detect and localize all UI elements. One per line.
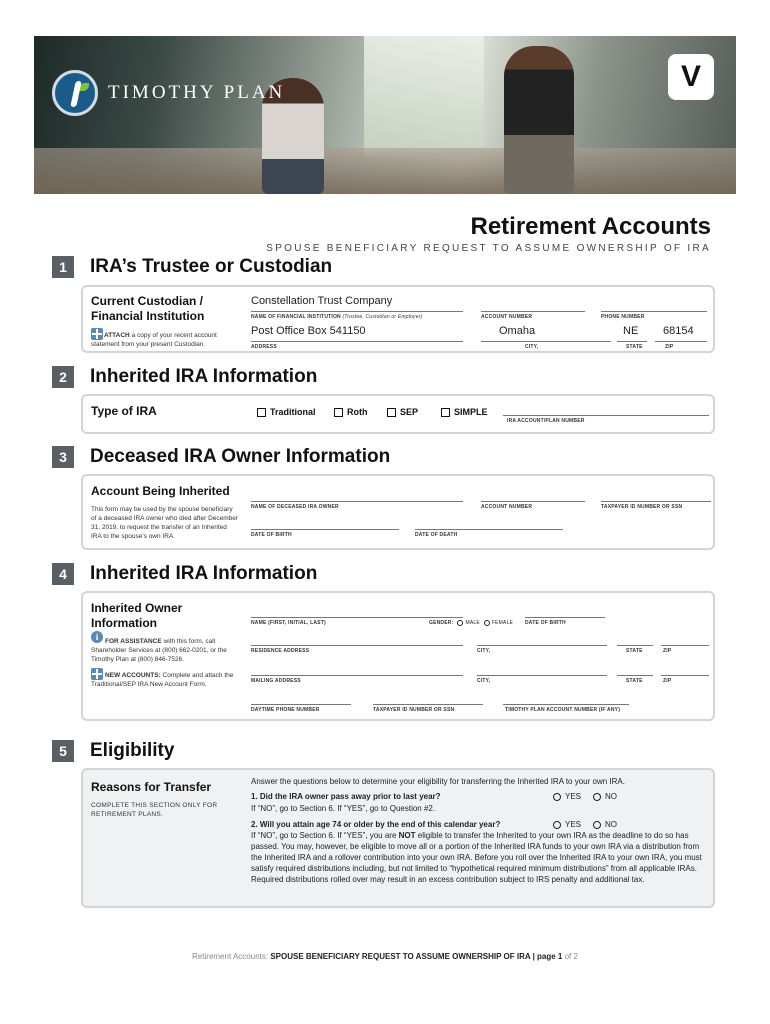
- section-4-box: [81, 591, 715, 721]
- field-line: [481, 341, 611, 342]
- mailing-state-caption: STATE: [626, 678, 643, 684]
- deceased-name-field[interactable]: [251, 501, 463, 502]
- section-number: 1: [52, 256, 74, 278]
- owner-name-field[interactable]: [251, 617, 463, 618]
- daytime-phone-caption: DAYTIME PHONE NUMBER: [251, 707, 320, 713]
- section-3-header: [52, 446, 390, 468]
- deceased-account-caption: ACCOUNT NUMBER: [481, 504, 533, 510]
- deceased-tin-field[interactable]: [601, 501, 711, 502]
- section-title: Inherited IRA Information: [90, 366, 318, 387]
- residence-city-field[interactable]: [477, 645, 607, 646]
- ira-type-label: Type of IRA: [91, 404, 157, 418]
- hero-photo-man: [504, 46, 574, 194]
- deceased-dod-caption: DATE OF DEATH: [415, 532, 458, 538]
- section-5-box: [81, 768, 715, 908]
- gender-female-radio[interactable]: FEMALE: [484, 620, 513, 626]
- section-number: 5: [52, 740, 74, 762]
- deceased-dob-field[interactable]: [251, 529, 399, 530]
- sep-checkbox[interactable]: SEP: [387, 407, 418, 417]
- deceased-name-caption: NAME OF DECEASED IRA OWNER: [251, 504, 339, 510]
- residence-state-caption: STATE: [626, 648, 643, 654]
- question-2-instructions: If “NO”, go to Section 6. If “YES”, you are NOT eligible to transfer the Inherited to your own IRA as the deadline to do so has passed. You may, however, be eligible to move all or a portion of the Inherited IRA funds to your own IRA via a distribution from the Inherited IRA and a rollover contribution into your own IRA. Before you roll over the Inherited IRA to your own IRA, you must satisfy required distributions including, but not limited to “hypothetical required minimum distributions” from all applicable IRAs. Required distributions rolled over may result in an excess contribution subject to IRS penalty and additional tax.: [251, 831, 702, 884]
- traditional-checkbox[interactable]: Traditional: [257, 407, 316, 417]
- mailing-zip-field[interactable]: [661, 675, 709, 676]
- question-1: 1. Did the IRA owner pass away prior to last year?: [251, 792, 441, 801]
- address-field[interactable]: Post Office Box 541150: [251, 325, 366, 337]
- question-1-yes-radio[interactable]: YES: [553, 792, 581, 801]
- section-number: 2: [52, 366, 74, 388]
- section-number: 3: [52, 446, 74, 468]
- state-field[interactable]: NE: [623, 325, 639, 337]
- section-1-header: [52, 256, 332, 278]
- section-title: IRA’s Trustee or Custodian: [90, 256, 333, 277]
- plan-number-field[interactable]: [503, 415, 709, 416]
- timothy-plan-logo-icon: [52, 70, 98, 116]
- section-3-box: [81, 474, 715, 550]
- section-title: Eligibility: [90, 740, 175, 761]
- deceased-tin-caption: TAXPAYER ID NUMBER OR SSN: [601, 504, 683, 510]
- deceased-account-field[interactable]: [481, 501, 585, 502]
- inherited-owner-label: Inherited Owner Information: [91, 601, 183, 630]
- brand-name: TIMOTHY PLAN: [108, 82, 286, 103]
- residence-city-caption: CITY,: [477, 648, 491, 654]
- institution-name-field[interactable]: Constellation Trust Company: [251, 295, 393, 307]
- account-inherited-note: This form may be used by the spouse beneficiary of a deceased IRA owner who died after December 31, 2019, to request the transfer of an Inherited IRA to the spouse’s own IRA.: [91, 506, 239, 540]
- residence-zip-field[interactable]: [661, 645, 709, 646]
- page-subtitle: SPOUSE BENEFICIARY REQUEST TO ASSUME OWNERSHIP OF IRA: [266, 243, 711, 254]
- gender-male-radio[interactable]: MALE: [457, 620, 479, 626]
- info-icon: i: [91, 631, 103, 643]
- new-accounts-note: NEW ACCOUNTS: Complete and attach the Traditional/SEP IRA New Account Form.: [91, 672, 234, 688]
- custodian-label: Current Custodian / Financial Institution: [91, 294, 205, 323]
- owner-dob-field[interactable]: [525, 617, 605, 618]
- assistance-note: FOR ASSISTANCE with this form, call Shareholder Services at (800) 662-0201, or the Timothy Plan at (800) 846-7526.: [91, 638, 227, 663]
- section-2-box: [81, 394, 715, 434]
- plan-number-caption: IRA ACCOUNT/PLAN NUMBER: [507, 418, 585, 424]
- question-1-no-radio[interactable]: NO: [593, 792, 617, 801]
- section-title: Deceased IRA Owner Information: [90, 446, 391, 467]
- form-version-badge: V: [668, 54, 714, 100]
- zip-field[interactable]: 68154: [663, 325, 694, 337]
- section-4-header: [52, 563, 317, 585]
- residence-address-field[interactable]: [251, 645, 463, 646]
- question-2-no-radio[interactable]: NO: [593, 820, 617, 829]
- reasons-label: Reasons for Transfer: [91, 780, 212, 794]
- owner-tin-field[interactable]: [373, 704, 483, 705]
- tp-account-field[interactable]: [503, 704, 629, 705]
- account-inherited-label: Account Being Inherited: [91, 484, 230, 498]
- residence-zip-caption: ZIP: [663, 648, 672, 654]
- attach-note: ATTACH a copy of your recent account statement from your present Custodian.: [91, 332, 217, 348]
- reasons-note: COMPLETE THIS SECTION ONLY FOR RETIREMENT PLANS.: [91, 802, 218, 818]
- section-1-box: [81, 285, 715, 353]
- page-footer: Retirement Accounts: SPOUSE BENEFICIARY REQUEST TO ASSUME OWNERSHIP OF IRA | page 1 of 2: [192, 952, 578, 961]
- section-2-header: [52, 366, 317, 388]
- field-line: [251, 341, 463, 342]
- owner-tin-caption: TAXPAYER ID NUMBER OR SSN: [373, 707, 455, 713]
- field-line: [481, 311, 585, 312]
- city-caption: CITY,: [525, 344, 539, 350]
- city-field[interactable]: Omaha: [499, 325, 536, 337]
- field-line: [251, 311, 463, 312]
- field-line: [617, 341, 647, 342]
- mailing-state-field[interactable]: [617, 675, 653, 676]
- page-title: Retirement Accounts: [470, 213, 711, 240]
- roth-checkbox[interactable]: Roth: [334, 407, 368, 417]
- tp-account-caption: TIMOTHY PLAN ACCOUNT NUMBER (IF ANY): [505, 707, 621, 713]
- hero-photo-floor: [34, 148, 736, 194]
- gender-field: GENDER: MALE FEMALE: [429, 620, 514, 626]
- state-caption: STATE: [626, 344, 643, 350]
- mailing-city-caption: CITY,: [477, 678, 491, 684]
- residence-address-caption: RESIDENCE ADDRESS: [251, 648, 310, 654]
- question-1-instructions: If “NO”, go to Section 6. If “YES”, go to Question #2.: [251, 804, 436, 813]
- daytime-phone-field[interactable]: [251, 704, 351, 705]
- field-line: [601, 311, 707, 312]
- account-number-caption: ACCOUNT NUMBER: [481, 314, 533, 320]
- mailing-address-field[interactable]: [251, 675, 463, 676]
- deceased-dob-caption: DATE OF BIRTH: [251, 532, 292, 538]
- owner-name-caption: NAME (FIRST, INITIAL, LAST): [251, 620, 326, 626]
- brand-logo: [52, 70, 285, 116]
- address-caption: ADDRESS: [251, 344, 277, 350]
- section-5-header: [52, 740, 174, 762]
- owner-dob-caption: DATE OF BIRTH: [525, 620, 566, 626]
- question-2: 2. Will you attain age 74 or older by the end of this calendar year?: [251, 820, 501, 829]
- residence-state-field[interactable]: [617, 645, 653, 646]
- eligibility-intro: Answer the questions below to determine your eligibility for transferring the Inherited IRA to your own IRA.: [251, 777, 625, 786]
- simple-checkbox[interactable]: SIMPLE: [441, 407, 488, 417]
- deceased-dod-field[interactable]: [415, 529, 563, 530]
- institution-caption: NAME OF FINANCIAL INSTITUTION (Trustee, Custodian or Employer): [251, 314, 423, 320]
- hero-photo-window: [364, 36, 484, 156]
- hero-banner: [34, 36, 736, 194]
- field-line: [655, 341, 707, 342]
- mailing-city-field[interactable]: [477, 675, 607, 676]
- section-title: Inherited IRA Information: [90, 563, 318, 584]
- section-number: 4: [52, 563, 74, 585]
- mailing-zip-caption: ZIP: [663, 678, 672, 684]
- zip-caption: ZIP: [665, 344, 674, 350]
- phone-number-caption: PHONE NUMBER: [601, 314, 645, 320]
- question-2-yes-radio[interactable]: YES: [553, 820, 581, 829]
- mailing-address-caption: MAILING ADDRESS: [251, 678, 301, 684]
